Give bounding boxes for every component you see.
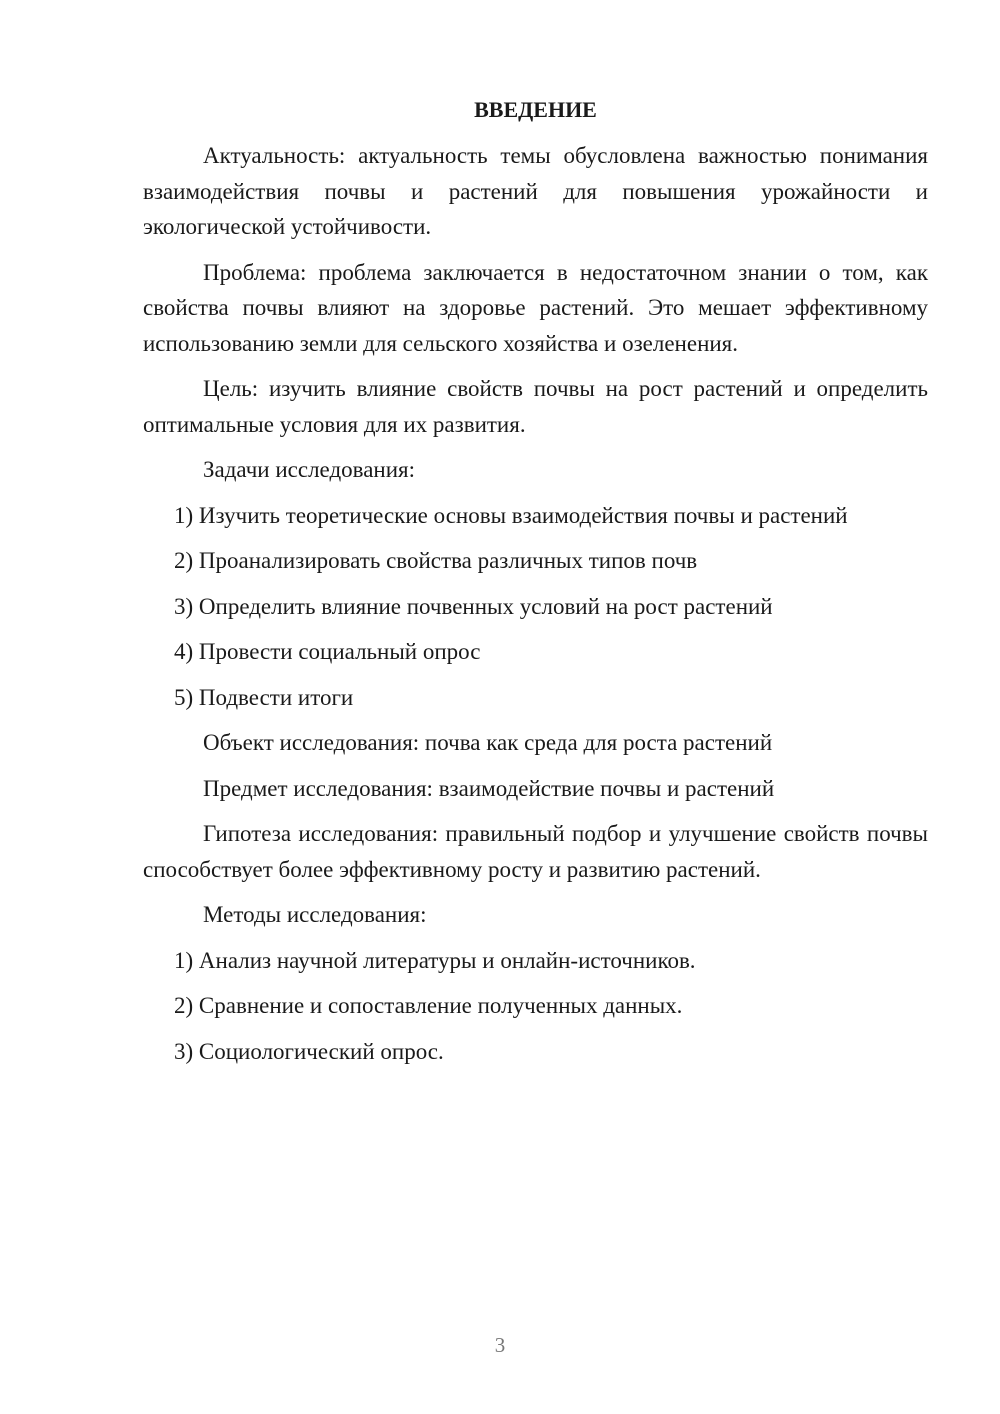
subject-line: Предмет исследования: взаимодействие почвы и растений [203, 775, 775, 801]
goal-paragraph: Цель: изучить влияние свойств почвы на рост растений и определить оптимальные условия для их развития. [143, 376, 928, 437]
method-item: 1) Анализ научной литературы и онлайн-источников. [174, 947, 696, 973]
task-item: 1) Изучить теоретические основы взаимодействия почвы и растений [174, 502, 848, 528]
document-page [143, 92, 928, 1079]
method-item: 3) Социологический опрос. [174, 1038, 444, 1064]
methods-list [143, 943, 928, 1070]
methods-title: Методы исследования: [203, 902, 427, 927]
method-item: 2) Сравнение и сопоставление полученных данных. [174, 993, 683, 1018]
problem-paragraph: Проблема: проблема заключается в недостаточном знании о том, как свойства почвы влияют на здоровье растений. Это мешает эффективному использованию земли для сельского хозяйства и озеленения. [143, 259, 928, 356]
page-number: 3 [494, 1333, 506, 1357]
tasks-list [143, 498, 928, 716]
task-item: 2) Проанализировать свойства различных типов почв [174, 548, 698, 573]
tasks-title: Задачи исследования: [203, 457, 416, 482]
task-item: 4) Провести социальный опрос [174, 639, 481, 664]
relevance-paragraph: Актуальность: актуальность темы обусловлена важностью понимания взаимодействия почвы и растений для повышения урожайности и экологической устойчивости. [143, 143, 928, 239]
section-heading: ВВЕДЕНИЕ [474, 97, 597, 122]
object-line: Объект исследования: почва как среда для роста растений [203, 730, 773, 755]
task-item: 5) Подвести итоги [174, 684, 354, 710]
hypothesis-paragraph: Гипотеза исследования: правильный подбор и улучшение свойств почвы способствует более эффективному росту и развитию растений. [143, 821, 928, 882]
task-item: 3) Определить влияние почвенных условий на рост растений [174, 593, 773, 619]
